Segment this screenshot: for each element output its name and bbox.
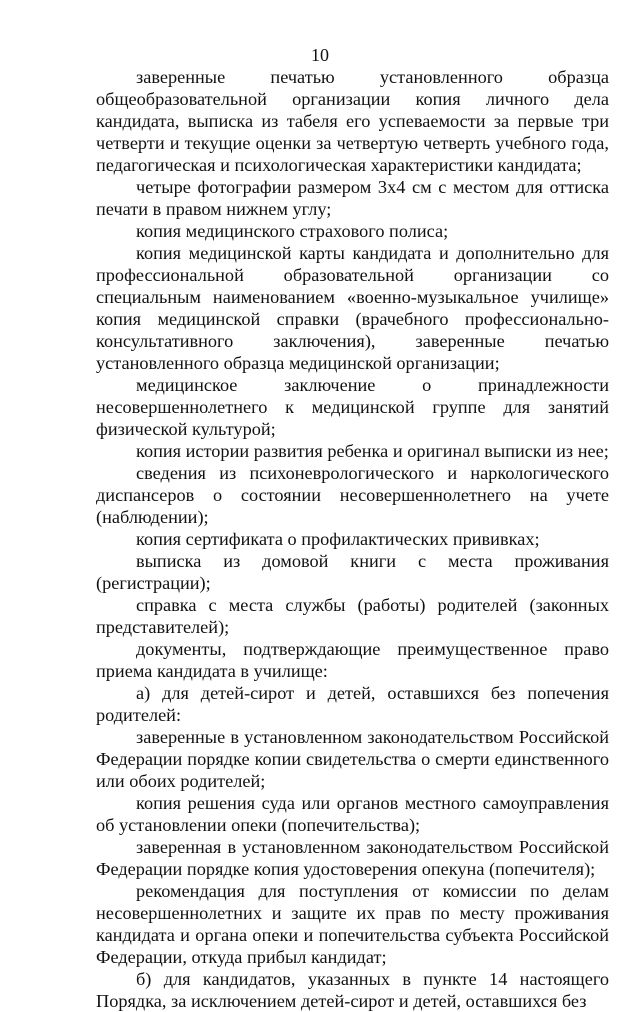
paragraph: а) для детей-сирот и детей, оставшихся без попечения родителей:	[96, 683, 609, 725]
paragraph: медицинское заключение о принадлежности несовершеннолетнего к медицинской группе для занятий физической культурой;	[96, 375, 609, 439]
paragraph: четыре фотографии размером 3х4 см с местом для оттиска печати в правом нижнем углу;	[96, 177, 609, 219]
paragraph: копия сертификата о профилактических прививках;	[136, 529, 540, 549]
page-number: 10	[311, 45, 329, 65]
paragraph: б) для кандидатов, указанных в пункте 14 настоящего Порядка, за исключением детей-сирот и детей, оставшихся без	[96, 969, 609, 1011]
paragraph: копия решения суда или органов местного самоуправления об установлении опеки (попечительства);	[96, 793, 609, 835]
paragraph: заверенная в установленном законодательством Российской Федерации порядке копия удостоверения опекуна (попечителя);	[96, 837, 609, 879]
document-body	[96, 66, 609, 1012]
paragraph: документы, подтверждающие преимущественное право приема кандидата в училище:	[96, 639, 609, 681]
paragraph: выписка из домовой книги с места проживания (регистрации);	[96, 551, 609, 593]
paragraph: копия медицинской карты кандидата и дополнительно для профессиональной образовательной организации со специальным наименованием «военно-музыкальное училище» копия медицинской справки (врачебного профессионально-консультативного заключения), заверенные печатью установленного образца медицинской организации;	[96, 243, 609, 373]
paragraph: копия медицинского страхового полиса;	[136, 221, 449, 241]
paragraph: заверенные в установленном законодательством Российской Федерации порядке копии свидетельства о смерти единственного или обоих родителей;	[96, 727, 609, 791]
paragraph: сведения из психоневрологического и наркологического диспансеров о состоянии несовершеннолетнего на учете (наблюдении);	[96, 463, 609, 527]
paragraph: рекомендация для поступления от комиссии по делам несовершеннолетних и защите их прав по месту проживания кандидата и органа опеки и попечительства субъекта Российской Федерации, откуда прибыл кандидат;	[96, 881, 609, 967]
paragraph: заверенные печатью установленного образца общеобразовательной организации копия личного дела кандидата, выписка из табеля его успеваемости за первые три четверти и текущие оценки за четвертую четверть учебного года, педагогическая и психологическая характеристики кандидата;	[96, 67, 609, 175]
paragraph: справка с места службы (работы) родителей (законных представителей);	[96, 595, 609, 637]
paragraph: копия истории развития ребенка и оригинал выписки из нее;	[136, 441, 609, 461]
